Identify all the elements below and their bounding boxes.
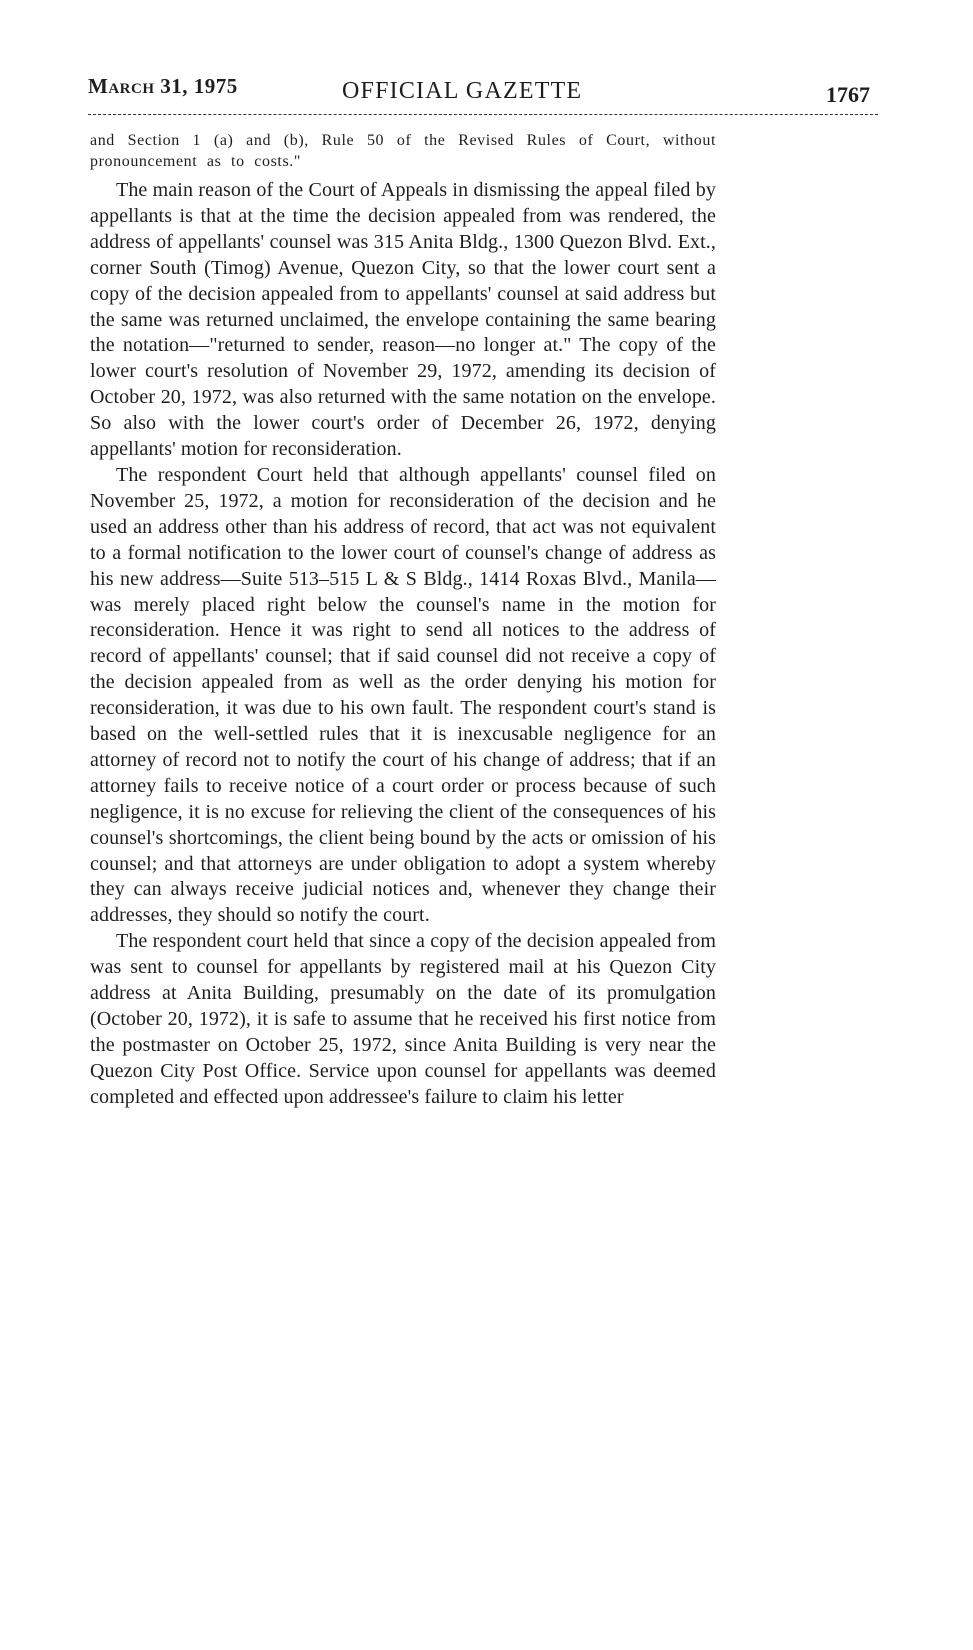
paragraph-main-reason: The main reason of the Court of Appeals in dismissing the appeal filed by appellants is that at the time the decision appealed from was rendered, the address of appellants' counsel was 315 Anita Bldg., 1300 Quezon Blvd. Ext., corner South (Timog) Avenue, Quezon City, so that the lower court sent a copy of the decision appealed from to appellants' counsel at said address but the same was returned unclaimed, the envelope containing the same bearing the notation—"returned to sender, reason—no longer at." The copy of the lower court's resolution of November 29, 1972, amending its decision of October 20, 1972, was also returned with the same notation on the envelope. So also with the lower court's order of December 26, 1972, denying appellants' motion for reconsideration. [90, 179, 716, 461]
paragraph-respondent-court-held: The respondent Court held that although appellants' counsel filed on November 25, 1972, a motion for reconsideration of the decision and he used an address other than his address of record, that act was not equivalent to a formal notification to the lower court of counsel's change of address as his new address—Suite 513–515 L & S Bldg., 1414 Roxas Blvd., Manila—was merely placed right below the counsel's name in the motion for reconsideration. Hence it was right to send all notices to the address of record of appellants' counsel; that if said counsel did not receive a copy of the decision appealed from as well as the order denying his motion for reconsideration, it was due to his own fault. The respondent court's stand is based on the well-settled rules that it is inexcusable negligence for an attorney of record not to notify the court of his change of address; that if an attorney fails to receive notice of a court order or process because of such negligence, it is no excuse for relieving the client of the consequences of his counsel's shortcomings, the client being bound by the acts or omission of his counsel; and that attorneys are under obligation to adopt a system whereby they can always receive judicial notices and, whenever they change their addresses, they should so notify the court. [90, 463, 716, 927]
header-title: OFFICIAL GAZETTE [342, 78, 583, 104]
header-date: MARCH 31, 1975 [88, 74, 238, 98]
page-number: 1767 [826, 82, 870, 107]
quoted-ruling: and Section 1 (a) and (b), Rule 50 of the Revised Rules of Court, without pronouncement as to costs." [90, 132, 716, 170]
page-header [88, 72, 878, 112]
article-body [90, 130, 716, 1111]
paragraph-service-by-registered-mail: The respondent court held that since a copy of the decision appealed from was sent to counsel for appellants by registered mail at his Quezon City address at Anita Building, presumably on the date of its promulgation (October 20, 1972), it is safe to assume that he received his first notice from the postmaster on October 25, 1972, since Anita Building is very near the Quezon City Post Office. Service upon counsel for appellants was deemed completed and effected upon addressee's failure to claim his letter [90, 930, 716, 1108]
header-rule [88, 114, 878, 115]
